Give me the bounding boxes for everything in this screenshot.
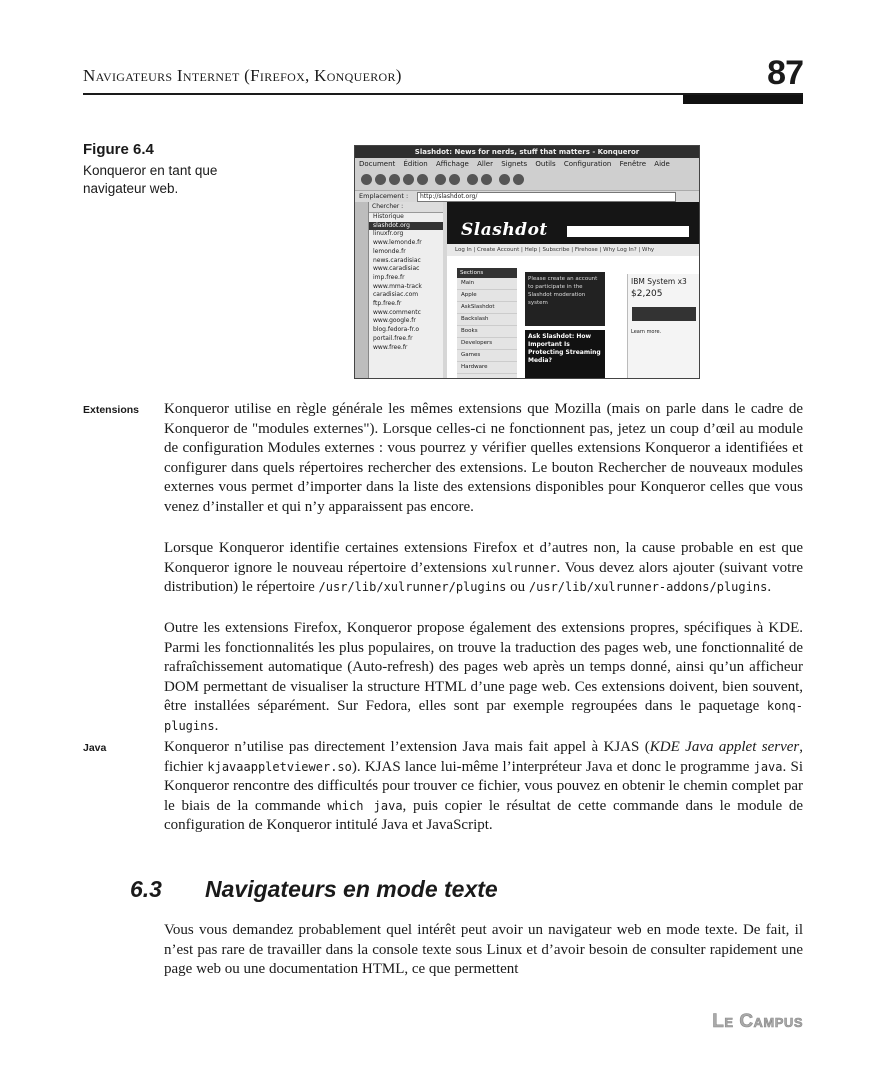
section-item: Backslash [457,314,517,326]
tree-item: www.lemonde.fr [373,239,422,247]
menu-item: Aller [477,160,493,168]
section-item: Apple [457,290,517,302]
text: . Si Konqueror rencontre des difficultés pour trouver ce fichier, vous pouvez en obtenir le chemin complet par le biais de la commande [164,758,804,814]
window-titlebar: Slashdot: News for nerds, stuff that matters - Konqueror [355,146,699,158]
up-icon [389,174,400,185]
page-number: 87 [767,54,803,92]
menu-item: Aide [654,160,670,168]
location-bar [355,191,699,202]
menu-item: Affichage [435,160,469,168]
section-item: Games [457,350,517,362]
save-icon [513,174,524,185]
text: ou [506,579,529,595]
tree-item: www.google.fr [373,317,416,325]
ad-title: IBM System x3 [631,277,687,286]
tree-item: caradisiac.com [373,291,419,299]
text: , puis copier le résultat de cette commande dans le module de configuration de Konqueror intitulé Java et JavaScript. [164,797,804,833]
margin-label-extensions: Extensions [83,404,140,416]
text: . [214,717,219,734]
tree-item: www.caradisiac [373,265,420,273]
text: . [767,579,772,595]
slashdot-logo: Slashdot [461,220,548,240]
tree-item: ftp.free.fr [373,300,402,308]
ibm-ad [627,274,700,378]
tree-item: linuxfr.org [373,230,404,238]
sidebar-icon-strip [355,202,369,378]
inline-code: xulrunner [491,560,557,575]
text: . Vous devez alors ajouter (suivant votre distribution) le répertoire [164,559,804,595]
zoom-in-icon [467,174,478,185]
menu-bar [355,158,699,170]
stop-icon [435,174,446,185]
paragraph: Konqueror utilise en règle générale les mêmes extensions que Mozilla (mais on parle dans le cadre de Konqueror de "modules externes"). Lorsque celles-ci ne fonctionnent pas, jetez un coup d’œil au module de configuration Modules externes : vous pourrez y vérifier quelles extensions Konqueror a identifiées et configurer dans quels répertoires rechercher des extensions. Le bouton Rechercher de nouveaux modules externes vous permet d’importer dans la liste des extensions disponibles pour Konqueror celles que vous venez d’installer et qui n’y apparaissent pas encore. [164,401,803,515]
inline-code: /usr/lib/xulrunner-addons/plugins [528,580,768,594]
publisher-logo: Le Campus [712,1011,803,1032]
tree-item: blog.fedora-fr.o [373,326,420,334]
inline-code: which java [327,798,403,813]
emphasis: KDE Java applet server [649,739,800,755]
inline-code: java [753,759,783,774]
text: ). KJAS lance lui-même l’interpréteur Java et donc le programme [351,758,754,775]
menu-item: Outils [535,160,556,168]
running-header-title: Navigateurs Internet (Firefox, Konqueror) [83,66,402,85]
paragraph [164,539,803,598]
zoom-out-icon [481,174,492,185]
promo-box: Please create an account to participate in the Slashdot moderation system [525,272,605,326]
paragraph [164,738,803,836]
back-icon [361,174,372,185]
sections-menu [457,268,517,378]
tree-item: news.caradisiac [373,256,421,264]
sidebar-search: Chercher : [369,202,443,213]
text: Lorsque Konqueror identifie certaines extensions Firefox et d’autres non, la cause probable en est que Konqueror ignore le nouveau répertoire d’extensions [164,540,803,576]
tree-item: lemonde.fr [373,247,406,255]
figure-caption: Konqueror en tant que navigateur web. [83,163,218,196]
header-bar-decoration [683,95,803,104]
history-sidebar [369,202,443,378]
text: Konqueror n’utilise pas directement l’extension Java mais fait appel à KJAS ( [164,739,650,755]
ad-more: Learn more. [631,329,662,335]
story-box: Ask Slashdot: How Important Is Protecting Streaming Media? [525,330,605,378]
section-item: Hardware [457,362,517,374]
web-page-view [447,202,699,378]
tree-item-selected: slashdot.org [369,222,443,231]
section-item: AskSlashdot [457,302,517,314]
tree-item: www.mma-track [373,282,422,290]
paragraph: Vous vous demandez probablement quel intérêt peut avoir un navigateur web en mode texte. De fait, il n’est pas rare de travailler dans la console texte sous Linux et d’avoir besoin de consulter rapidement une page web ou une documentation HTML, ce que permettent [164,922,803,977]
slashdot-nav: Log In | Create Account | Help | Subscribe | Firehose | Why Log In? | Why [447,244,700,256]
menu-item: Fenêtre [619,160,647,168]
konqueror-screenshot [354,145,700,379]
section-number: 6.3 [130,876,162,902]
reload-icon [417,174,428,185]
toolbar [355,170,699,191]
section-item: Books [457,326,517,338]
home-icon [403,174,414,185]
tree-item: www.commentc [373,308,421,316]
tree-item: www.free.fr [373,343,408,351]
slashdot-search-box [567,226,689,237]
menu-item: Édition [403,160,428,168]
server-image [632,307,696,321]
menu-item: Document [359,160,396,168]
url-field: http://slashdot.org/ [417,192,676,202]
section-item: Main [457,278,517,290]
section-title: Navigateurs en mode texte [205,876,498,902]
tree-item: imp.free.fr [373,273,405,281]
paragraph [164,619,803,736]
forward-icon [375,174,386,185]
inline-code: konq-plugins [164,699,803,733]
ad-price: $2,205 [631,289,663,299]
inline-code: /usr/lib/xulrunner/plugins [318,580,507,594]
print-icon [499,174,510,185]
menu-item: Configuration [563,160,612,168]
inline-code: kjavaappletviewer.so [207,759,352,774]
section-item: Developers [457,338,517,350]
sections-header: Sections [457,268,517,278]
figure-label: Figure 6.4 [83,141,154,158]
location-label: Emplacement : [359,192,409,200]
margin-label-java: Java [83,742,107,754]
tree-item: Historique [373,213,404,220]
tree-item: portail.free.fr [373,334,413,342]
menu-item: Signets [501,160,528,168]
copy-icon [449,174,460,185]
text: , fichier [164,739,803,775]
text: Outre les extensions Firefox, Konqueror propose également des extensions propres, spécifiques à KDE. Parmi les fonctionnalités les plus populaires, on trouve la traduction des pages web, une fonctionnalité de rafraîchissement automatique (Auto-refresh) des pages web après un temps donné, ainsi qu’un afficheur DOM permettant de visualiser la structure HTML d’une page web. Ces extensions doivent, bien souvent, être installées séparément. Sur Fedora, elles sont par exemple regroupées dans le paquetage [164,620,803,714]
